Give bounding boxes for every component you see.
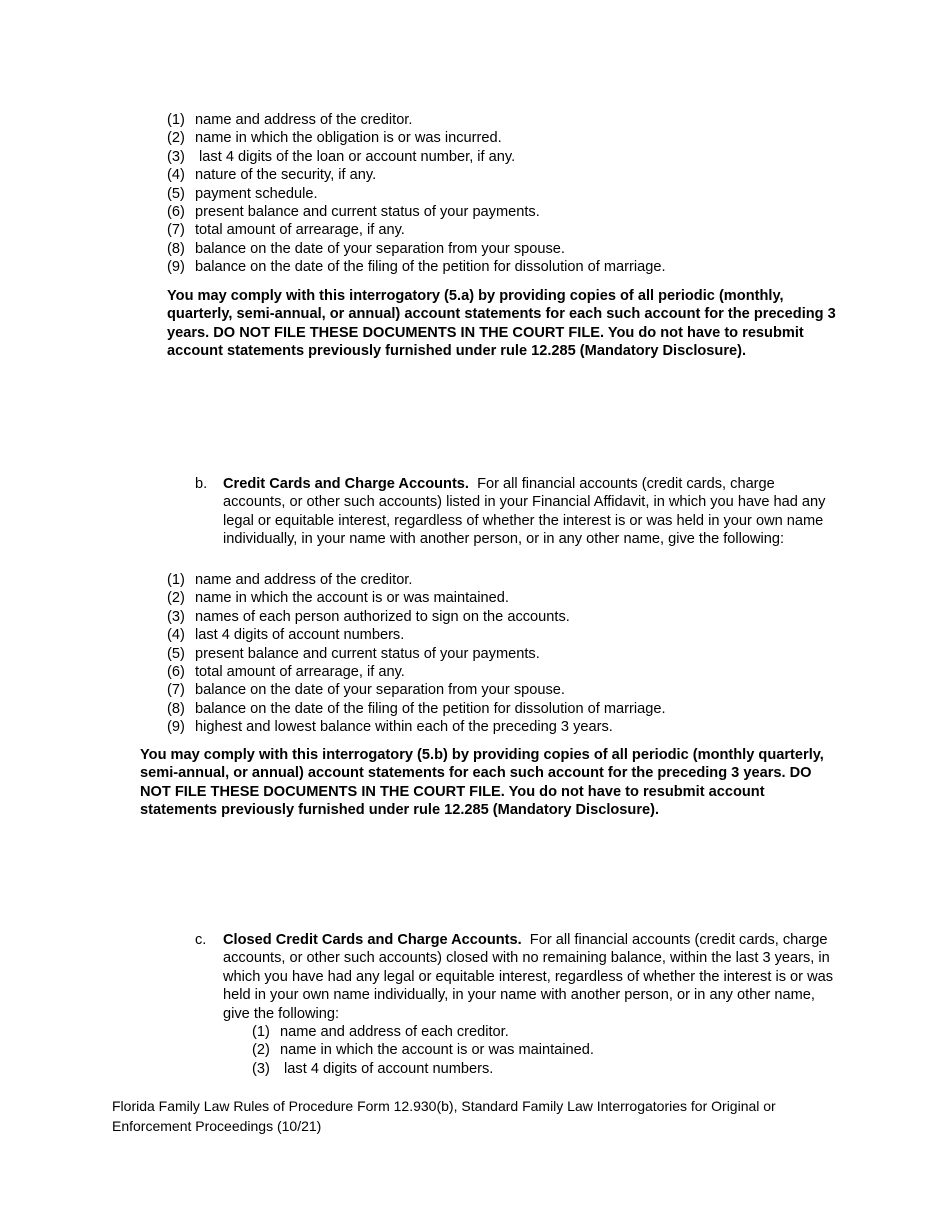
- section-heading: Credit Cards and Charge Accounts.: [223, 476, 469, 492]
- list-item: (2) name in which the obligation is or was incurred.: [167, 130, 502, 147]
- list-b: [167, 571, 666, 737]
- list-item: (5) payment schedule.: [167, 185, 318, 202]
- list-item: (8) balance on the date of your separation from your spouse.: [167, 240, 565, 257]
- section-body: For all financial accounts (credit cards, charge accounts, or other such accounts) closed with no remaining balance, within the last 3 years, in which you have had any legal or equitable interest, regardless of whether the interest is or was held in your own name individually, in your name with another person, or in any other name, give the following:: [223, 932, 838, 1022]
- list-item: (3) names of each person authorized to sign on the accounts.: [167, 608, 570, 625]
- page-footer: Florida Family Law Rules of Procedure Form 12.930(b), Standard Family Law Interrogatories for Original or Enforcement Proceedings (10/21): [112, 1098, 776, 1134]
- list-item: (1) name and address of the creditor.: [167, 112, 413, 128]
- list-item: (7) total amount of arrearage, if any.: [167, 222, 405, 239]
- note-5a: You may comply with this interrogatory (5.a) by providing copies of all periodic (monthly, quarterly, semi-annual, or annual) account statements for each such account for the preceding 3 years. DO NOT FILE THESE DOCUMENTS IN THE COURT FILE. You do not have to resubmit account statements previously furnished under rule 12.285 (Mandatory Disclosure).: [167, 288, 836, 360]
- list-item: (4) nature of the security, if any.: [167, 167, 377, 184]
- list-item: (3) last 4 digits of the loan or account number, if any.: [167, 148, 516, 165]
- list-item: (9) balance on the date of the filing of the petition for dissolution of marriage.: [167, 259, 666, 276]
- list-item: (8) balance on the date of the filing of the petition for dissolution of marriage.: [167, 700, 666, 717]
- section-c: [195, 931, 838, 1023]
- section-letter: c.: [195, 932, 207, 948]
- section-b: [195, 475, 838, 549]
- section-body: For all financial accounts (credit cards, charge accounts, or other such accounts) listed in your Financial Affidavit, in which you have had any legal or equitable interest, regardless of whether the interest is or was held in your own name individually, in your name with another person, or in any other name, give the following:: [223, 476, 830, 548]
- list-item: (1) name and address of each creditor.: [252, 1024, 509, 1040]
- list-item: (6) total amount of arrearage, if any.: [167, 664, 405, 681]
- list-item: (3) last 4 digits of account numbers.: [252, 1060, 494, 1077]
- list-item: (5) present balance and current status of your payments.: [167, 645, 540, 662]
- list-item: (2) name in which the account is or was maintained.: [167, 590, 509, 607]
- note-5b: You may comply with this interrogatory (5.b) by providing copies of all periodic (monthly quarterly, semi-annual, or annual) account statements for each such account for the preceding 3 years. DO NOT FILE THESE DOCUMENTS IN THE COURT FILE. You do not have to resubmit account statements previously furnished under rule 12.285 (Mandatory Disclosure).: [140, 747, 824, 819]
- list-item: (7) balance on the date of your separation from your spouse.: [167, 682, 565, 699]
- list-item: (4) last 4 digits of account numbers.: [167, 627, 405, 644]
- section-letter: b.: [195, 476, 208, 492]
- list-item: (1) name and address of the creditor.: [167, 572, 413, 588]
- list-c: [252, 1023, 594, 1078]
- list-item: (9) highest and lowest balance within each of the preceding 3 years.: [167, 719, 613, 736]
- section-heading: Closed Credit Cards and Charge Accounts.: [223, 932, 522, 948]
- list-item: (2) name in which the account is or was maintained.: [252, 1042, 594, 1059]
- list-a: [167, 111, 666, 277]
- list-item: (6) present balance and current status of your payments.: [167, 204, 540, 221]
